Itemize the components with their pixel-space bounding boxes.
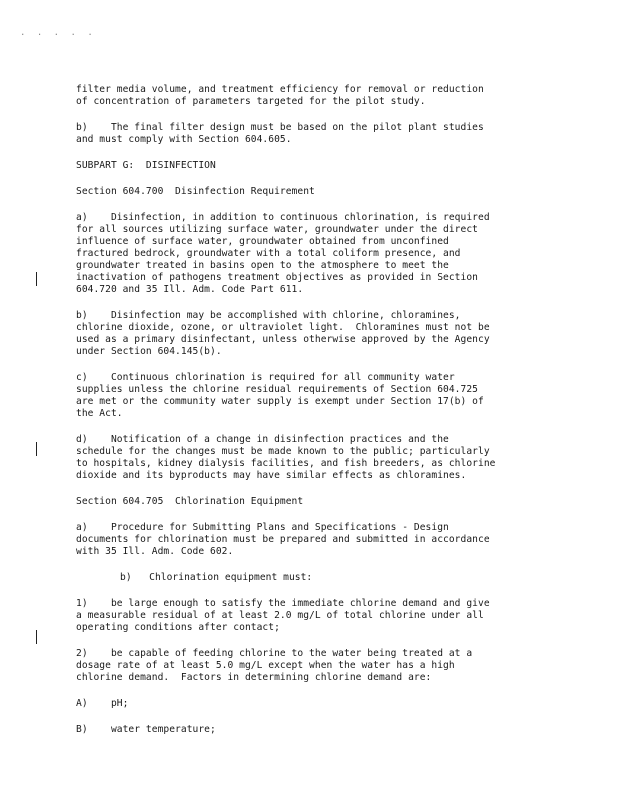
text-line: 1) be large enough to satisfy the immediate chlorine demand and give (76, 598, 490, 609)
list-item-2 (76, 648, 546, 684)
text-line: a) Procedure for Submitting Plans and Specifications - Design (76, 522, 449, 533)
text-line: c) Continuous chlorination is required for all community water (76, 372, 455, 383)
text-line: to hospitals, kidney dialysis facilities, and fish breeders, as chlorine (76, 458, 496, 469)
text-line: 604.720 and 35 Ill. Adm. Code Part 611. (76, 284, 304, 295)
text-line: are met or the community water supply is exempt under Section 17(b) of (76, 396, 484, 407)
section-heading: Section 604.700 Disinfection Requirement (76, 186, 315, 197)
text-line: with 35 Ill. Adm. Code 602. (76, 546, 234, 557)
paragraph-b-equipment: b) Chlorination equipment must: (120, 572, 313, 583)
text-line: under Section 604.145(b). (76, 346, 222, 357)
text-line: a) Disinfection, in addition to continuous chlorination, is required (76, 212, 490, 223)
text-line: for all sources utilizing surface water, groundwater under the direct (76, 224, 478, 235)
text-line: 2) be capable of feeding chlorine to the water being treated at a (76, 648, 473, 659)
text-line: operating conditions after contact; (76, 622, 280, 633)
document-body (76, 84, 546, 736)
scan-specks: . . . . . (20, 28, 96, 38)
text-line: schedule for the changes must be made known to the public; particularly (76, 446, 490, 457)
change-bar (36, 630, 37, 644)
text-line: inactivation of pathogens treatment objectives as provided in Section (76, 272, 478, 283)
text-line: b) Disinfection may be accomplished with chlorine, chloramines, (76, 310, 461, 321)
text-line: dosage rate of at least 5.0 mg/L except when the water has a high (76, 660, 455, 671)
text-line: and must comply with Section 604.605. (76, 134, 292, 145)
paragraph-d-notification (76, 434, 546, 482)
paragraph-b-final-filter (76, 122, 546, 146)
text-line: chlorine dioxide, ozone, or ultraviolet light. Chloramines must not be (76, 322, 490, 333)
text-line: documents for chlorination must be prepared and submitted in accordance (76, 534, 490, 545)
list-item-b: B) water temperature; (76, 724, 216, 735)
paragraph-a-disinfection (76, 212, 546, 296)
paragraph-intro (76, 84, 546, 108)
text-line: b) The final filter design must be based on the pilot plant studies (76, 122, 484, 133)
paragraph-b-disinfection (76, 310, 546, 358)
text-line: supplies unless the chlorine residual requirements of Section 604.725 (76, 384, 478, 395)
list-item-a: A) pH; (76, 698, 129, 709)
text-line: groundwater treated in basins open to the atmosphere to meet the (76, 260, 449, 271)
change-bar (36, 272, 37, 286)
list-item-1 (76, 598, 546, 634)
change-bar (36, 442, 37, 456)
text-line: influence of surface water, groundwater obtained from unconfined (76, 236, 449, 247)
text-line: the Act. (76, 408, 123, 419)
text-line: chlorine demand. Factors in determining chlorine demand are: (76, 672, 432, 683)
paragraph-a-procedure (76, 522, 546, 558)
section-heading: Section 604.705 Chlorination Equipment (76, 496, 304, 507)
text-line: fractured bedrock, groundwater with a total coliform presence, and (76, 248, 461, 259)
paragraph-c-continuous (76, 372, 546, 420)
subpart-heading: SUBPART G: DISINFECTION (76, 160, 216, 171)
text-line: dioxide and its byproducts may have similar effects as chloramines. (76, 470, 467, 481)
text-line: of concentration of parameters targeted for the pilot study. (76, 96, 426, 107)
text-line: a measurable residual of at least 2.0 mg/L of total chlorine under all (76, 610, 484, 621)
text-line: d) Notification of a change in disinfection practices and the (76, 434, 449, 445)
text-line: filter media volume, and treatment efficiency for removal or reduction (76, 84, 484, 95)
text-line: used as a primary disinfectant, unless otherwise approved by the Agency (76, 334, 490, 345)
